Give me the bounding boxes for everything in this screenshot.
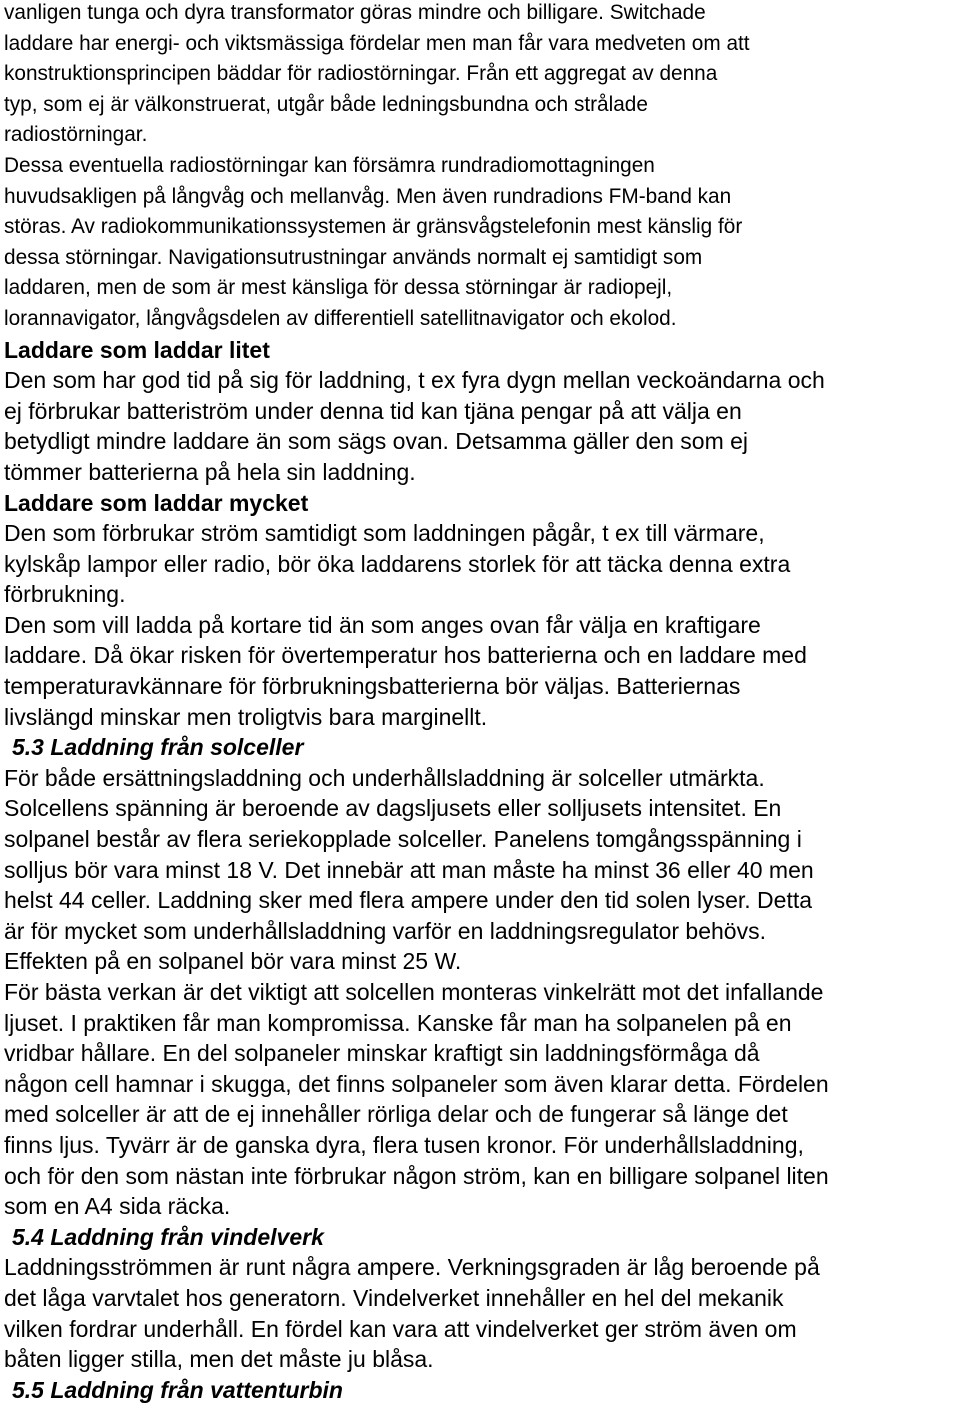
body-text-line: betydligt mindre laddare än som sägs ovan. Detsamma gäller den som ej [4, 428, 749, 455]
document-page [4, 0, 958, 1405]
body-text-line: laddaren, men de som är mest känsliga för dessa störningar är radiopejl, [4, 276, 673, 300]
body-text-line: lorannavigator, långvågsdelen av differentiell satellitnavigator och ekolod. [4, 306, 677, 330]
body-text-line: Dessa eventuella radiostörningar kan försämra rundradiomottagningen [4, 153, 655, 177]
subsection-heading: 5.5 Laddning från vattenturbin [12, 1376, 343, 1403]
subsection-heading: 5.3 Laddning från solceller [12, 734, 304, 761]
body-text-line: är för mycket som underhållsladdning varför en laddningsregulator behövs. [4, 917, 766, 944]
body-text-line: dessa störningar. Navigationsutrustningar används normalt ej samtidigt som [4, 245, 703, 269]
body-text-line: konstruktionsprincipen bäddar för radiostörningar. Från ett aggregat av denna [4, 62, 718, 86]
document-text-column [4, 0, 958, 1405]
body-text-line: solpanel består av flera seriekopplade solceller. Panelens tomgångsspänning i [4, 826, 802, 853]
subsection-heading: 5.4 Laddning från vindelverk [12, 1223, 324, 1250]
body-text-line: Laddningsströmmen är runt några ampere. Verkningsgraden är låg beroende på [4, 1254, 820, 1281]
body-text-line: finns ljus. Tyvärr är de ganska dyra, flera tusen kronor. För underhållsladdning, [4, 1131, 804, 1158]
body-text-line: och för den som nästan inte förbrukar någon ström, kan en billigare solpanel liten [4, 1162, 829, 1189]
body-text-line: Den som vill ladda på kortare tid än som anges ovan får välja en kraftigare [4, 611, 761, 638]
body-text-line: laddare. Då ökar risken för övertemperatur hos batterierna och en laddare med [4, 642, 807, 669]
body-text-line: vridbar hållare. En del solpaneler minskar kraftigt sin laddningsförmåga då [4, 1040, 760, 1067]
body-text-line: med solceller är att de ej innehåller rörliga delar och de fungerar så länge det [4, 1101, 788, 1128]
body-text-line: livslängd minskar men troligtvis bara marginellt. [4, 703, 488, 730]
body-text-line: störas. Av radiokommunikationssystemen är gränsvågstelefonin mest känslig för [4, 215, 743, 239]
body-text-line: För bästa verkan är det viktigt att solcellen monteras vinkelrätt mot det infallande [4, 979, 824, 1005]
body-text-line: det låga varvtalet hos generatorn. Vindelverket innehåller en hel del mekanik [4, 1284, 784, 1311]
body-text-line: solljus bör vara minst 18 V. Det innebär att man måste ha minst 36 eller 40 men [4, 856, 814, 883]
body-text-line: som en A4 sida räcka. [4, 1193, 231, 1220]
body-text-line: typ, som ej är välkonstruerat, utgår både ledningsbundna och strålade [4, 92, 648, 116]
body-text-line: För både ersättningsladdning och underhållsladdning är solceller utmärkta. [4, 764, 765, 791]
body-text-line: kylskåp lampor eller radio, bör öka laddarens storlek för att täcka denna extra [4, 550, 791, 577]
body-text-line: vilken fordrar underhåll. En fördel kan vara att vindelverket ger ström även om [4, 1315, 797, 1342]
section-heading: Laddare som laddar litet [4, 336, 270, 363]
body-text-line: Effekten på en solpanel bör vara minst 25 W. [4, 948, 462, 975]
body-text-line: Den som förbrukar ström samtidigt som laddningen pågår, t ex till värmare, [4, 520, 765, 547]
body-text-line: Den som har god tid på sig för laddning, t ex fyra dygn mellan veckoändarna och [4, 367, 825, 394]
section-heading: Laddare som laddar mycket [4, 489, 309, 516]
body-text-line: Solcellens spänning är beroende av dagsljusets eller solljusets intensitet. En [4, 795, 782, 822]
body-text-line: huvudsakligen på långvåg och mellanvåg. Men även rundradions FM-band kan [4, 184, 732, 208]
body-text-line: temperaturavkännare för förbrukningsbatterierna bör väljas. Batteriernas [4, 673, 741, 700]
body-text-line: båten ligger stilla, men det måste ju blåsa. [4, 1346, 434, 1373]
body-text-line: laddare har energi- och viktsmässiga fördelar men man får vara medveten om att [4, 31, 750, 55]
body-text-line: vanligen tunga och dyra transformator göras mindre och billigare. Switchade [4, 1, 706, 24]
body-text-line: förbrukning. [4, 581, 126, 608]
body-text-line: tömmer batterierna på hela sin laddning. [4, 458, 416, 485]
body-text-line: ej förbrukar batteriström under denna tid kan tjäna pengar på att välja en [4, 397, 742, 424]
body-text-line: någon cell hamnar i skugga, det finns solpaneler som även klarar detta. Fördelen [4, 1070, 829, 1097]
body-text-line: radiostörningar. [4, 123, 148, 147]
body-text-line: helst 44 celler. Laddning sker med flera ampere under den tid solen lyser. Detta [4, 887, 813, 914]
body-text-line: ljuset. I praktiken får man kompromissa. Kanske får man ha solpanelen på en [4, 1009, 792, 1036]
